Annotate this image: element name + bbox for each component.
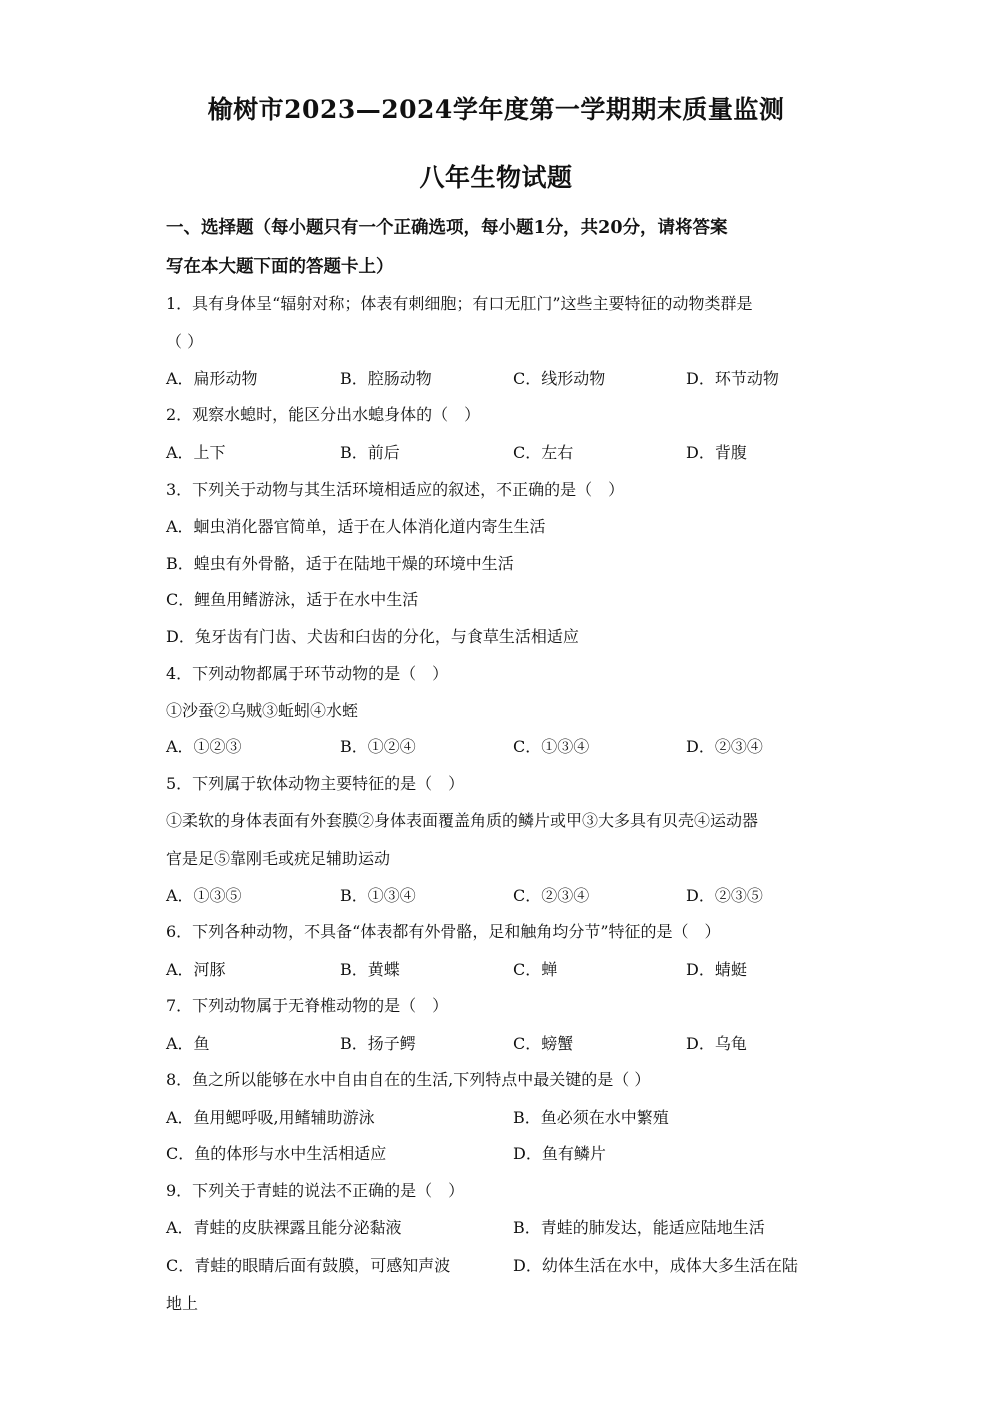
section-heading: 一、选择题（每小题只有一个正确选项，每小题1分，共20分，请将答案 [166, 218, 728, 238]
q1-option-a: A．扁形动物 [166, 369, 258, 388]
q8-option-b: B．鱼必须在水中繁殖 [513, 1108, 669, 1127]
q4-option-a: A．①②③ [166, 737, 242, 756]
question-3-stem: 3．下列关于动物与其生活环境相适应的叙述，不正确的是（ ） [166, 480, 625, 499]
q2-option-a: A．上下 [166, 443, 226, 462]
q9-option-d: D．幼体生活在水中，成体大多生活在陆 [513, 1256, 798, 1275]
q4-option-d: D．②③④ [686, 737, 763, 756]
q7-option-c: C．螃蟹 [513, 1034, 574, 1053]
q1-option-c: C．线形动物 [513, 369, 606, 388]
q6-option-d: D．蜻蜓 [686, 960, 747, 979]
q4-option-b: B．①②④ [340, 737, 416, 756]
question-4-stem-cont: ①沙蚕②乌贼③蚯蚓④水蛭 [166, 701, 359, 720]
q3-option-d: D．兔牙齿有门齿、犬齿和臼齿的分化，与食草生活相适应 [166, 627, 579, 646]
question-6-stem: 6．下列各种动物，不具备“体表都有外骨骼，足和触角均分节”特征的是（ ） [166, 922, 721, 941]
question-4-stem: 4．下列动物都属于环节动物的是（ ） [166, 664, 449, 683]
q1-option-d: D．环节动物 [686, 369, 779, 388]
question-2-stem: 2．观察水螅时，能区分出水螅身体的（ ） [166, 405, 481, 424]
question-5-stem: 5．下列属于软体动物主要特征的是（ ） [166, 774, 465, 793]
q2-option-d: D．背腹 [686, 443, 747, 462]
q9-option-c: C．青蛙的眼睛后面有鼓膜，可感知声波 [166, 1256, 451, 1275]
q4-option-c: C．①③④ [513, 737, 590, 756]
question-5-stem-cont: ①柔软的身体表面有外套膜②身体表面覆盖角质的鳞片或甲③大多具有贝壳④运动器 [166, 811, 759, 830]
q3-option-c: C．鲤鱼用鳍游泳，适于在水中生活 [166, 590, 419, 609]
q9-option-b: B．青蛙的肺发达，能适应陆地生活 [513, 1218, 765, 1237]
q3-option-a: A．蛔虫消化器官简单，适于在人体消化道内寄生生活 [166, 517, 546, 536]
q3-option-b: B．蝗虫有外骨骼，适于在陆地干燥的环境中生活 [166, 554, 514, 573]
exam-title: 榆树市2023—2024学年度第一学期期末质量监测 [207, 95, 785, 124]
exam-subtitle: 八年生物试题 [419, 163, 573, 192]
question-1-stem-cont: （ ） [166, 332, 204, 351]
q7-option-b: B．扬子鳄 [340, 1034, 416, 1053]
question-1-stem: 1．具有身体呈“辐射对称；体表有刺细胞；有口无肛门”这些主要特征的动物类群是 [166, 294, 753, 313]
q9-option-a: A．青蛙的皮肤裸露且能分泌黏液 [166, 1218, 402, 1237]
q5-option-a: A．①③⑤ [166, 886, 242, 905]
q8-option-d: D．鱼有鳞片 [513, 1144, 606, 1163]
question-9-stem: 9．下列关于青蛙的说法不正确的是（ ） [166, 1181, 465, 1200]
q2-option-c: C．左右 [513, 443, 574, 462]
q5-option-b: B．①③④ [340, 886, 416, 905]
q9-option-d-cont: 地上 [166, 1294, 199, 1313]
q7-option-d: D．乌龟 [686, 1034, 747, 1053]
q1-option-b: B．腔肠动物 [340, 369, 432, 388]
q7-option-a: A．鱼 [166, 1034, 210, 1053]
question-7-stem: 7．下列动物属于无脊椎动物的是（ ） [166, 996, 449, 1015]
question-8-stem: 8．鱼之所以能够在水中自由自在的生活,下列特点中最关键的是（ ） [166, 1070, 651, 1089]
q5-option-c: C．②③④ [513, 886, 590, 905]
q6-option-c: C．蝉 [513, 960, 558, 979]
question-5-stem-cont2: 官是足⑤靠刚毛或疣足辅助运动 [166, 849, 391, 868]
q5-option-d: D．②③⑤ [686, 886, 763, 905]
q8-option-c: C．鱼的体形与水中生活相适应 [166, 1144, 387, 1163]
section-heading-cont: 写在本大题下面的答题卡上） [166, 257, 394, 277]
q6-option-b: B．黄蝶 [340, 960, 400, 979]
q2-option-b: B．前后 [340, 443, 400, 462]
q6-option-a: A．河豚 [166, 960, 226, 979]
q8-option-a: A．鱼用鳃呼吸,用鳍辅助游泳 [166, 1108, 375, 1127]
